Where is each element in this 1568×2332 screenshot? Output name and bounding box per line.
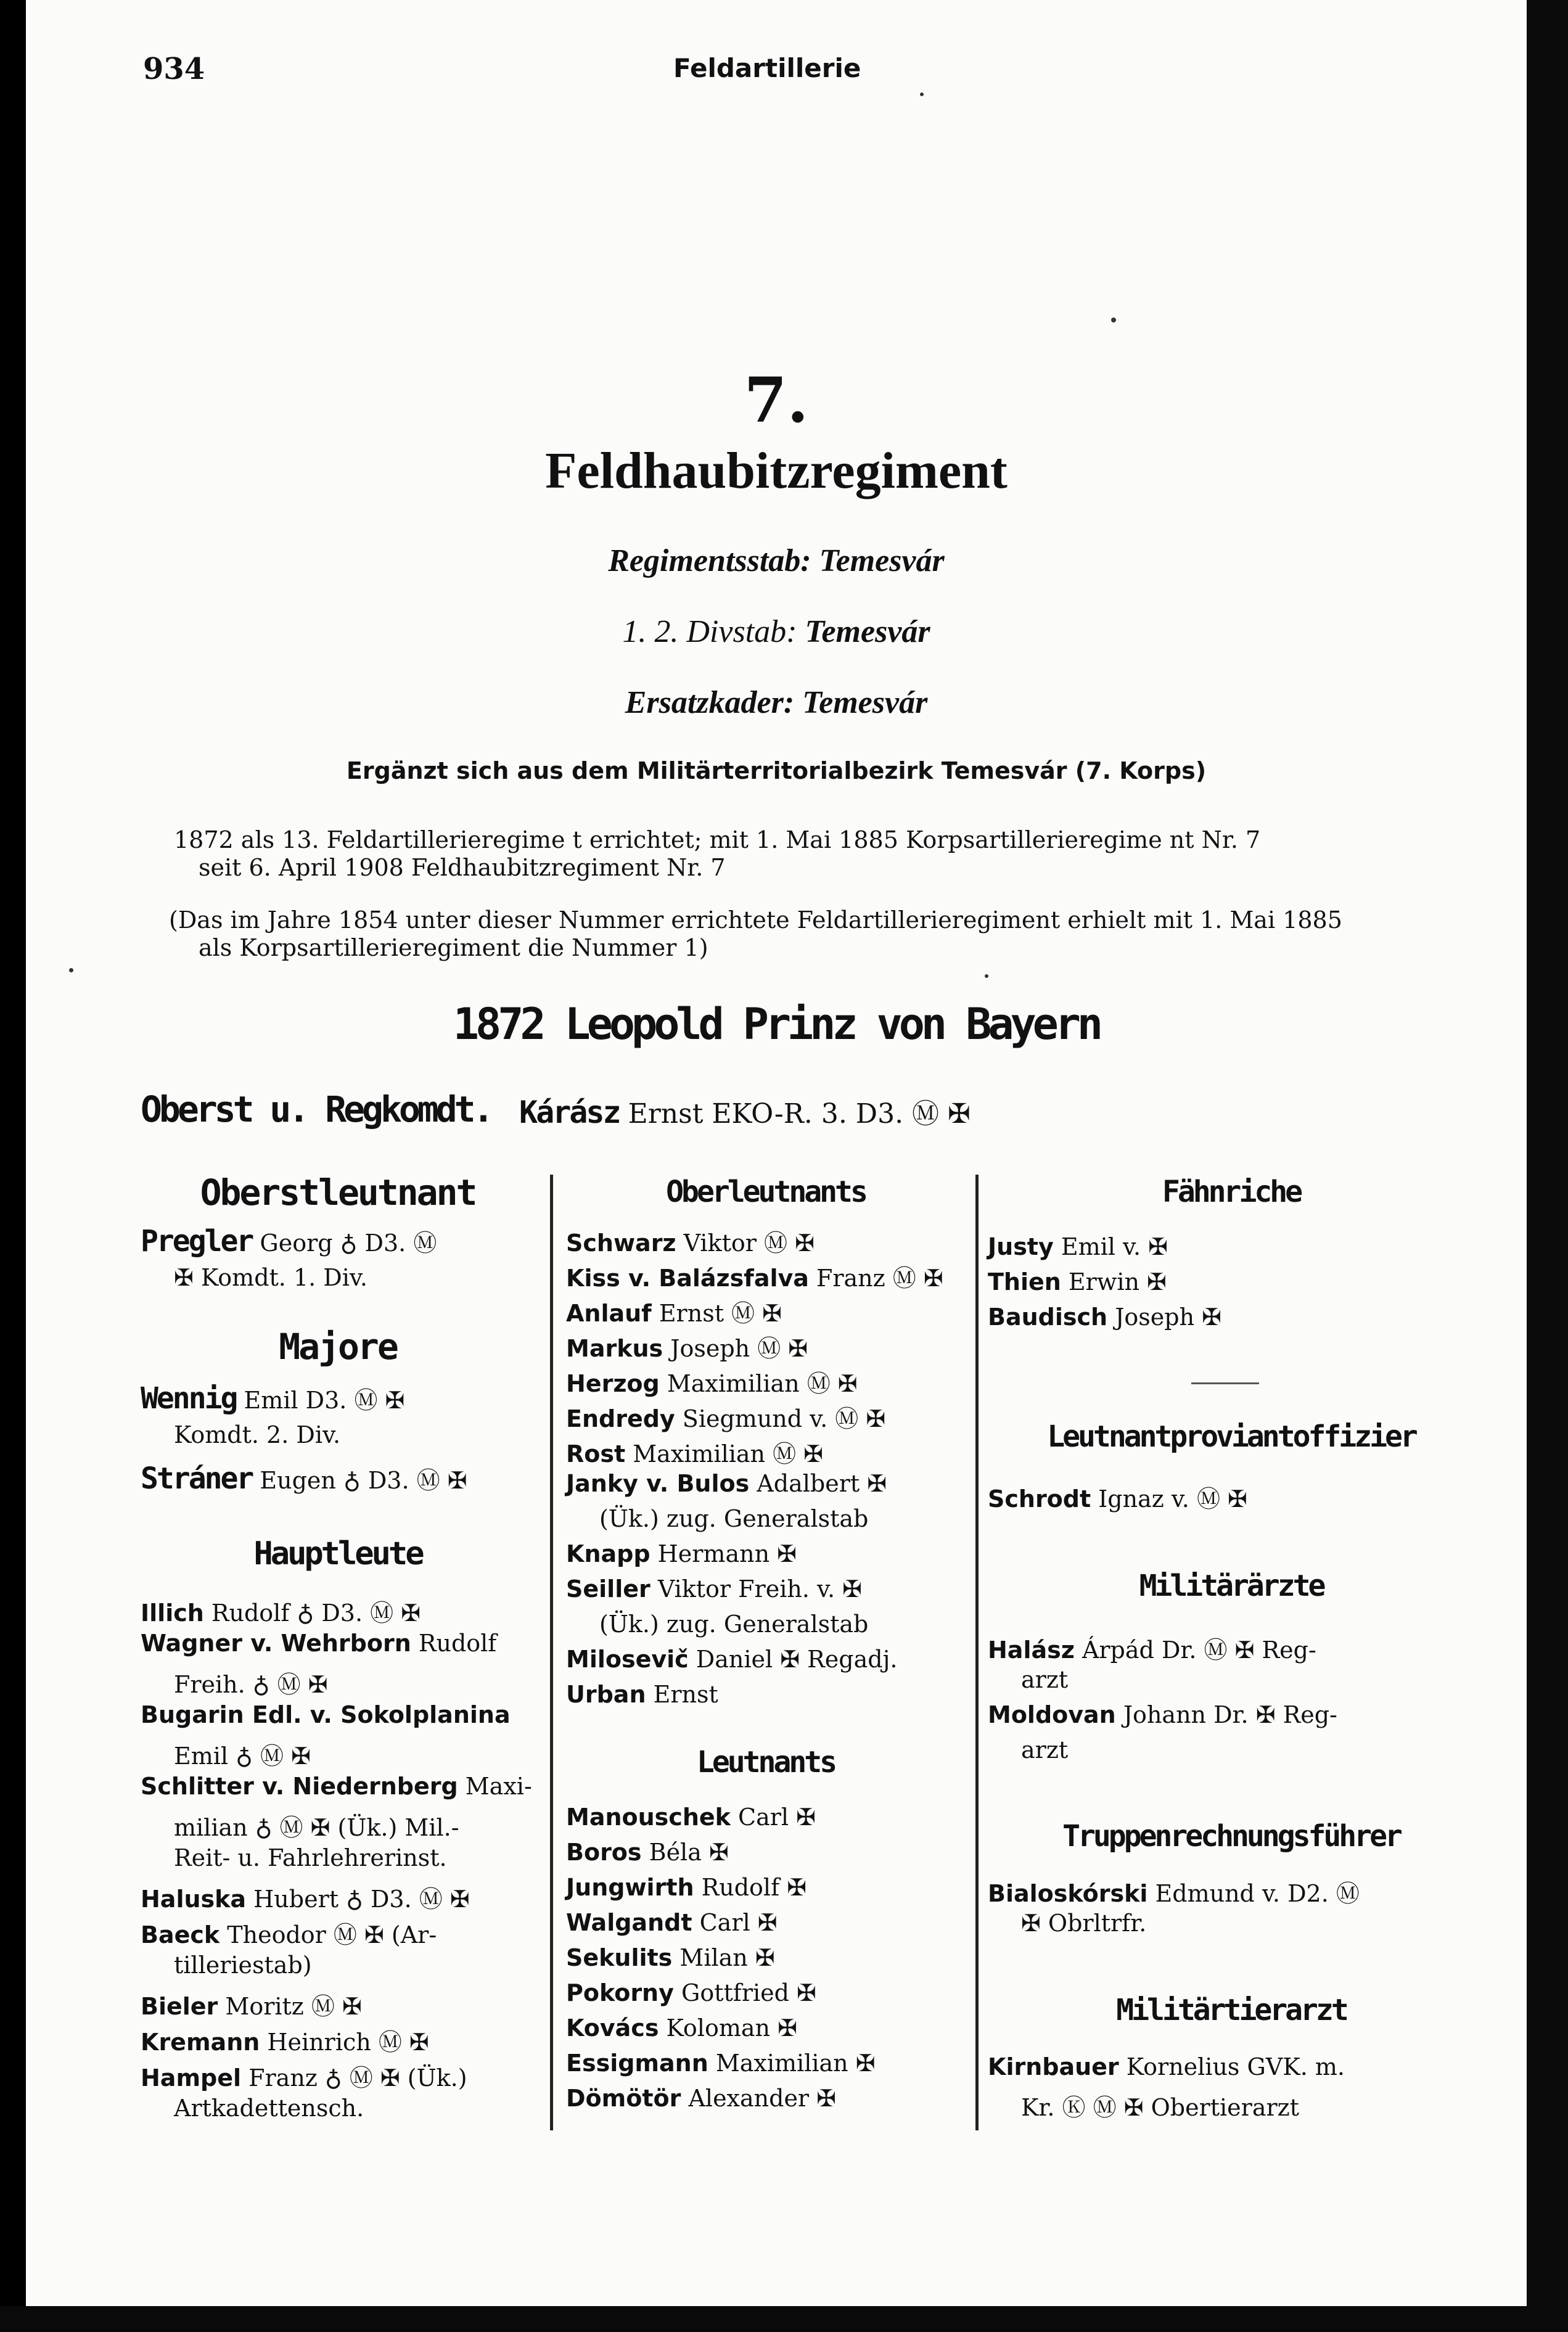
entry-name: Manouschek [566,1804,731,1831]
list-item [174,1809,459,1842]
oberst-name: Kárász [519,1094,620,1130]
regimentsstab-label: Regimentsstab: [608,543,811,578]
entry-name: Illich [141,1599,204,1627]
list-item [141,1594,421,1628]
divstab-line [26,614,1527,650]
entry-name: Schrodt [988,1485,1091,1513]
column-divider-2 [975,1175,979,2130]
list-item [566,1575,862,1603]
scan-speck [985,974,988,978]
entry-rest: Artkadettensch. [174,2095,364,2122]
entry-rest: Rudolf [418,1630,497,1657]
entry-rest: Kornelius GVK. m. [1126,2053,1345,2080]
heading-hauptleute: Hauptleute [253,1535,422,1572]
entry-rest: Milan ✠ [679,1944,775,1971]
entry-name: Anlauf [566,1300,652,1327]
entry-name: Dömötör [566,2085,681,2112]
scan-speck [1111,318,1116,322]
list-item [566,1681,718,1708]
entry-rest: Kr. Ⓚ Ⓜ ✠ Obertierarzt [1021,2094,1299,2121]
list-item [141,1916,437,1950]
entry-rest: Ignaz v. Ⓜ ✠ [1098,1485,1247,1513]
heading-oberstleutnant: Oberstleutnant [200,1172,476,1213]
heading-tierarzt: Militärtierarzt [1116,1993,1347,2027]
entry-name: Kremann [141,2029,260,2056]
entry-name: Rost [566,1440,626,1468]
list-item [566,1329,808,1363]
entry-rest: Joseph ✠ [1115,1304,1222,1331]
entry-name: Moldovan [988,1701,1116,1728]
entry-name: Pokorny [566,1979,674,2006]
list-item [566,1979,816,2006]
list-item [988,2053,1345,2080]
entry-rest: arzt [1021,1736,1069,1763]
list-item [599,1505,868,1532]
entry-rest: (Ük.) zug. Generalstab [599,1611,869,1638]
entry-rest: Freih. ♁ Ⓜ ✠ [174,1671,328,1698]
list-item [566,1839,729,1866]
list-item [141,2059,467,2093]
entry-name: Bugarin Edl. v. Sokolplanina [141,1701,511,1728]
pregler-rest: Georg ♁ D3. Ⓜ [260,1230,437,1257]
column-divider-1 [550,1175,553,2130]
entry-name: Kovács [566,2014,659,2042]
entry-name: Herzog [566,1370,660,1397]
regimentsstab-place: Temesvár [819,543,945,578]
list-item [599,1611,868,1638]
list-item [566,2085,836,2112]
scan-speck [920,92,924,96]
list-item [1021,1736,1068,1763]
entry-rest: tilleriestab) [174,1952,312,1979]
entry-name: Baudisch [988,1304,1108,1331]
entry-rest: Béla ✠ [649,1839,729,1866]
entry-name: Boros [566,1839,642,1866]
entry-rest: Theodor Ⓜ ✠ (Ar- [227,1921,437,1948]
list-item [141,1630,496,1657]
entry-rest: milian ♁ Ⓜ ✠ (Ük.) Mil.- [174,1814,459,1841]
entry-rest: Rudolf ♁ D3. Ⓜ ✠ [211,1599,421,1627]
scan-border-bottom [0,2306,1568,2332]
entry-rest: Heinrich Ⓜ ✠ [267,2029,429,2056]
entry-rest: Reit- u. Fahrlehrerinst. [174,1844,447,1871]
heading-rechnungsfuehrer: Truppenrechnungsführer [1062,1819,1400,1854]
list-item [566,1909,778,1936]
entry-name: Baeck [141,1921,220,1948]
entry-name: Schwarz [566,1230,676,1257]
proviant-entry [988,1480,1247,1514]
entry-rest: Joseph Ⓜ ✠ [670,1335,808,1362]
list-item [566,1944,775,1971]
list-item [141,1987,362,2021]
entry-name: Janky v. Bulos [566,1470,750,1497]
heading-oberleutnants: Oberleutnants [666,1175,866,1209]
list-item [1021,2088,1299,2122]
oberst-detail: Ernst EKO-R. 3. D3. Ⓜ ✠ [628,1098,971,1130]
ersatz-label: Ersatzkader: [625,685,795,720]
wennig-entry [141,1381,404,1416]
entry-rest: Viktor Freih. v. ✠ [657,1575,862,1603]
entry-rest: arzt [1021,1666,1069,1693]
section-divider [1191,1382,1259,1384]
divstab-place: Temesvár [805,614,930,649]
inhaber-heading: 1872 Leopold Prinz von Bayern [453,999,1100,1049]
list-item [566,1874,807,1901]
entry-name: Walgandt [566,1909,692,1936]
page-number: 934 [143,52,205,86]
entry-name: Essigmann [566,2050,708,2077]
list-item [566,1365,858,1398]
entry-name: Jungwirth [566,1874,694,1901]
list-item [174,1665,328,1699]
list-item [566,1804,816,1831]
list-item [566,1294,782,1328]
entry-name: Hampel [141,2064,242,2092]
list-item [988,1304,1221,1331]
entry-name: Schlitter v. Niedernberg [141,1773,458,1800]
wennig-cont: Komdt. 2. Div. [174,1421,341,1448]
entry-rest: Maximilian ✠ [715,2050,876,2077]
entry-rest: Viktor Ⓜ ✠ [683,1230,815,1257]
entry-rest: Ernst [653,1681,718,1708]
entry-name: Kirnbauer [988,2053,1119,2080]
straner-name: Stráner [141,1461,253,1496]
list-item [566,1435,823,1469]
entry-name: Thien [988,1268,1061,1295]
list-item [566,1400,885,1434]
entry-name: Knapp [566,1540,651,1567]
entry-name: Sekulits [566,1944,673,1971]
entry-name: Milosevič [566,1646,689,1673]
pregler-cont: ✠ Komdt. 1. Div. [174,1264,367,1291]
list-item [566,1470,887,1497]
regiment-number: 7. [744,364,809,437]
entry-rest: (Ük.) zug. Generalstab [599,1505,869,1532]
list-item [141,1773,532,1800]
entry-rest: Johann Dr. ✠ Reg- [1123,1701,1337,1728]
entry-name: Endredy [566,1405,675,1432]
entry-rest: Rudolf ✠ [701,1874,807,1901]
list-item [988,1233,1168,1260]
history-line-1: 1872 als 13. Feldartillerieregime t errichtet; mit 1. Mai 1885 Korpsartillerieregime nt Nr. 7 [174,826,1261,853]
straner-entry [141,1461,467,1496]
entry-name: Bieler [141,1993,218,2020]
list-item [174,1844,447,1871]
history-line-3: (Das im Jahre 1854 unter dieser Nummer errichtete Feldartillerieregiment erhielt mit 1. Mai 1885 [169,906,1342,934]
list-item [174,1737,311,1771]
entry-rest: Hubert ♁ D3. Ⓜ ✠ [253,1886,470,1913]
heading-majore: Majore [279,1326,397,1368]
entry-name: Kiss v. Balázsfalva [566,1265,809,1292]
list-item [566,1224,815,1258]
entry-rest: Adalbert ✠ [757,1470,887,1497]
heading-faehnriche: Fähnriche [1162,1175,1301,1209]
heading-leutnants: Leutnants [696,1745,835,1780]
divstab-label: 1. 2. Divstab: [622,614,797,649]
entry-rest: Árpád Dr. Ⓜ ✠ Reg- [1082,1636,1316,1664]
wennig-rest: Emil D3. Ⓜ ✠ [244,1387,405,1414]
regimentsstab-line [26,543,1527,579]
entry-name: Bialoskórski [988,1880,1148,1907]
entry-name: Haluska [141,1886,247,1913]
entry-rest: Koloman ✠ [666,2014,797,2042]
entry-rest: Franz Ⓜ ✠ [816,1265,943,1292]
entry-rest: Moritz Ⓜ ✠ [225,1993,362,2020]
entry-rest: Edmund v. D2. Ⓜ [1155,1880,1360,1907]
list-item [988,1631,1316,1665]
heading-militaeraerzte: Militärärzte [1139,1569,1324,1603]
scan-speck [69,968,73,972]
entry-rest: Erwin ✠ [1068,1268,1167,1295]
entry-rest: Gottfried ✠ [681,1979,816,2006]
entry-name: Markus [566,1335,663,1362]
entry-rest: Hermann ✠ [657,1540,797,1567]
entry-rest: Franz ♁ Ⓜ ✠ (Ük.) [248,2064,467,2092]
list-item [566,2050,876,2077]
ergaenzt-line: Ergänzt sich aus dem Militärterritorialbezirk Temesvár (7. Korps) [346,757,1207,784]
list-item [174,2095,364,2122]
entry-name: Halász [988,1636,1075,1664]
list-item [566,2014,797,2042]
list-item [566,1259,943,1293]
scanned-page [26,0,1527,2306]
running-head: Feldartillerie [673,53,861,83]
list-item [174,1952,312,1979]
ersatz-line [26,684,1527,721]
entry-rest: Maximilian Ⓜ ✠ [667,1370,858,1397]
regiment-title: Feldhaubitzregiment [545,442,1008,499]
entry-rest: Siegmund v. Ⓜ ✠ [682,1405,886,1432]
list-item [566,1540,797,1567]
history-line-2: seit 6. April 1908 Feldhaubitzregiment Nr. 7 [199,854,726,881]
entry-name: Wagner v. Wehrborn [141,1630,411,1657]
list-item [141,2023,429,2057]
history-line-4: als Korpsartillerieregiment die Nummer 1) [199,934,708,961]
entry-rest: Ernst Ⓜ ✠ [659,1300,782,1327]
list-item [141,1701,511,1728]
straner-rest: Eugen ♁ D3. Ⓜ ✠ [260,1467,467,1494]
oberst-entry [519,1091,971,1131]
entry-rest: Carl ✠ [738,1804,816,1831]
entry-name: Seiller [566,1575,651,1603]
entry-rest: Alexander ✠ [688,2085,837,2112]
wennig-name: Wennig [141,1381,237,1416]
scan-border-right [1527,0,1568,2332]
entry-rest: Daniel ✠ Regadj. [696,1646,898,1673]
list-item [988,1701,1337,1728]
entry-name: Urban [566,1681,646,1708]
entry-rest: Maxi- [465,1773,532,1800]
entry-rest: Carl ✠ [699,1909,778,1936]
pregler-entry [141,1224,437,1258]
list-item [988,1268,1167,1295]
list-item [1021,1666,1068,1693]
ersatz-place: Temesvár [802,685,928,720]
list-item [566,1646,897,1673]
heading-proviantoffizier: Leutnantproviantoffizier [1047,1419,1416,1454]
entry-rest: ✠ Obrltrfr. [1021,1910,1147,1937]
list-item [1021,1910,1146,1937]
entry-rest: Maximilian Ⓜ ✠ [633,1440,824,1468]
list-item [141,1880,470,1914]
entry-rest: Emil v. ✠ [1061,1233,1168,1260]
oberst-label: Oberst u. Regkomdt. [141,1088,491,1130]
entry-rest: Emil ♁ Ⓜ ✠ [174,1743,311,1770]
entry-name: Justy [988,1233,1054,1260]
pregler-name: Pregler [141,1224,253,1258]
list-item [988,1874,1360,1908]
